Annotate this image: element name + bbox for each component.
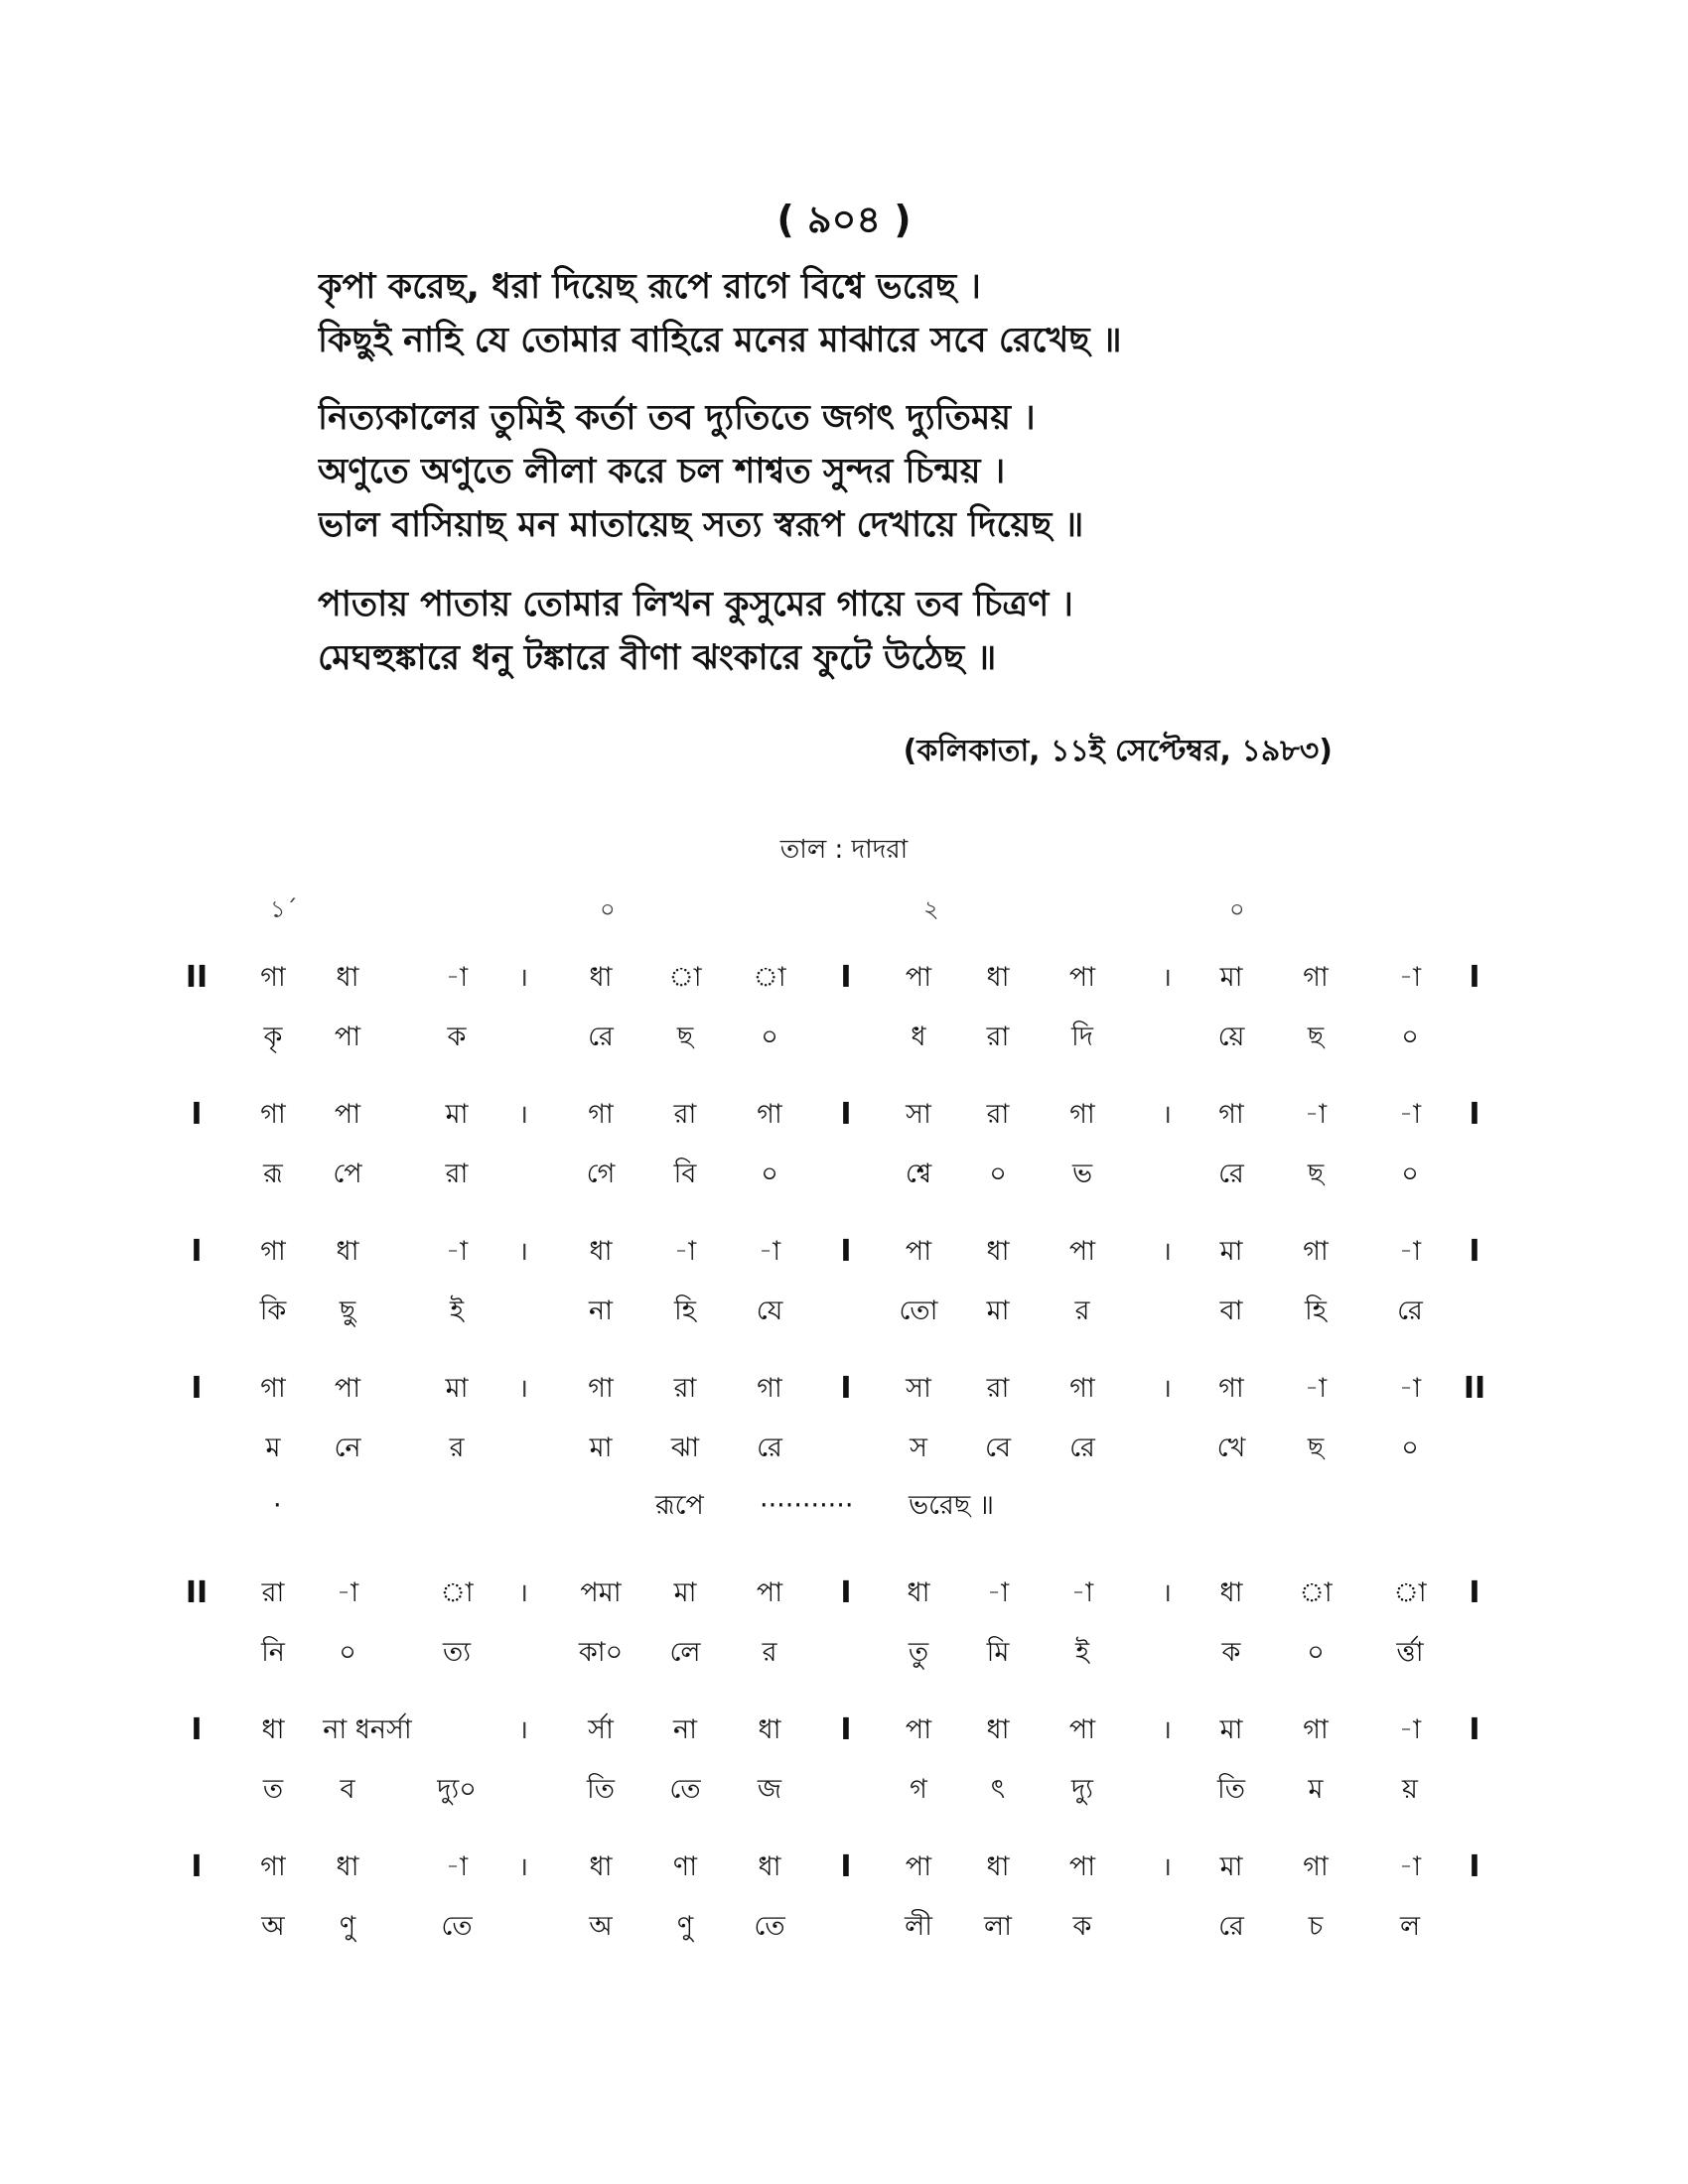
- syllable-cell: তে: [441, 1911, 473, 1942]
- repeat-cue-row: [0, 1478, 1688, 1534]
- bar-line: ।: [518, 963, 528, 993]
- bar-line: ।: [1162, 1374, 1172, 1404]
- syllable-cell: ০: [761, 1022, 778, 1052]
- repeat-cue-end: ভরেছ ॥: [909, 1490, 995, 1521]
- syllable-cell: মি: [986, 1637, 1010, 1668]
- notes-row: [0, 948, 1688, 1008]
- syllable-row: [0, 1897, 1688, 1957]
- syllable-cell: ০: [1307, 1637, 1325, 1668]
- syllable-cell: তো: [899, 1296, 938, 1326]
- note-cell: মা: [445, 1373, 469, 1404]
- bar-line: I: [1469, 1712, 1480, 1747]
- bar-line: I: [191, 1234, 203, 1269]
- syllable-cell: ম: [1308, 1774, 1324, 1805]
- note-cell: -া: [1070, 1577, 1094, 1608]
- note-cell: -া: [758, 1236, 781, 1267]
- syllable-cell: ভ: [1071, 1159, 1093, 1189]
- syllable-cell: রে: [1069, 1433, 1095, 1463]
- syllable-cell: পে: [333, 1159, 362, 1189]
- syllable-cell: ক: [1072, 1911, 1092, 1942]
- repeat-cue-dots: ···········: [760, 1490, 854, 1521]
- note-cell: গা: [757, 1099, 782, 1130]
- syllable-cell: খে: [1216, 1433, 1246, 1463]
- notation-block: [0, 1564, 1688, 1683]
- notation-block: [0, 1701, 1688, 1820]
- bar-line: I: [840, 1575, 852, 1610]
- syllable-cell: শ্বে: [905, 1159, 932, 1189]
- bar-line: I: [840, 1234, 852, 1269]
- syllable-cell: তু: [908, 1637, 929, 1668]
- dateline: (কলিকাতা, ১১ই সেপ্টেম্বর, ১৯৮৩): [903, 734, 1333, 768]
- note-cell: পা: [1068, 1714, 1096, 1745]
- note-cell: -া: [986, 1577, 1010, 1608]
- taal-label: তাল : দাদরা: [779, 835, 909, 865]
- lyric-line: কৃপা করেছ, ধরা দিয়েছ রূপে রাগে বিশ্বে ভরেছ ।: [318, 267, 981, 307]
- note-cell: রা: [673, 1373, 697, 1404]
- syllable-cell: ছু: [339, 1296, 356, 1326]
- syllable-cell: অ: [589, 1911, 613, 1942]
- syllable-cell: ত্য: [442, 1637, 472, 1668]
- bar-line: ।: [518, 1852, 528, 1882]
- syllable-cell: গে: [586, 1159, 616, 1189]
- syllable-row: [0, 1008, 1688, 1067]
- syllable-cell: রে: [1397, 1296, 1423, 1326]
- syllable-cell: যে: [756, 1296, 783, 1326]
- syllable-cell: রা: [986, 1022, 1010, 1052]
- bar-line: ।: [518, 1237, 528, 1267]
- note-cell: পা: [756, 1577, 783, 1608]
- syllable-cell: ত: [262, 1774, 284, 1805]
- syllable-cell: অ: [261, 1911, 285, 1942]
- note-cell: গা: [260, 1851, 286, 1882]
- note-cell: গা: [1303, 962, 1329, 993]
- syllable-cell: রে: [757, 1433, 782, 1463]
- lyric-line: মেঘহুঙ্কারে ধনু টঙ্কারে বীণা ঝংকারে ফুটে উঠেছ ॥: [318, 638, 997, 678]
- note-cell: ধা: [589, 962, 613, 993]
- note-cell: া: [668, 962, 702, 993]
- syllable-cell: ০: [761, 1159, 778, 1189]
- syllable-cell: দ্যু০: [437, 1774, 477, 1805]
- notes-row: [0, 1359, 1688, 1419]
- repeat-cue-start: রূপে: [655, 1490, 704, 1521]
- bar-line: I: [840, 1712, 852, 1747]
- syllable-cell: ০: [1401, 1433, 1419, 1463]
- syllable-cell: বে: [985, 1433, 1011, 1463]
- syllable-cell: তে: [669, 1774, 701, 1805]
- bar-line: ।: [518, 1715, 528, 1745]
- syllable-cell: লে: [669, 1637, 701, 1668]
- note-cell: ধা: [336, 1236, 359, 1267]
- note-cell: গা: [1069, 1373, 1095, 1404]
- note-cell: -া: [1304, 1373, 1328, 1404]
- note-cell: না ধনর্সা: [323, 1714, 412, 1745]
- syllable-cell: ছ: [1307, 1159, 1325, 1189]
- note-cell: -া: [1398, 1373, 1422, 1404]
- syllable-cell: তি: [1217, 1774, 1245, 1805]
- note-cell: মা: [1219, 1714, 1243, 1745]
- syllable-cell: ০: [339, 1637, 356, 1668]
- syllable-row: [0, 1760, 1688, 1820]
- note-cell: ধা: [336, 962, 359, 993]
- note-cell: ধা: [907, 1577, 930, 1608]
- syllable-cell: ক: [447, 1022, 467, 1052]
- note-cell: গা: [1218, 1373, 1244, 1404]
- note-cell: গা: [588, 1099, 614, 1130]
- note-cell: া: [440, 1577, 474, 1608]
- syllable-cell: রা: [445, 1159, 469, 1189]
- note-cell: ধা: [986, 962, 1010, 993]
- note-cell: পা: [1068, 1236, 1096, 1267]
- syllable-cell: ক: [1221, 1637, 1241, 1668]
- bar-line: I: [840, 1371, 852, 1406]
- note-cell: গা: [1303, 1236, 1329, 1267]
- note-cell: ধা: [589, 1236, 613, 1267]
- note-cell: গা: [757, 1373, 782, 1404]
- syllable-row: [0, 1282, 1688, 1341]
- note-cell: া: [753, 962, 786, 993]
- beat-mark: ২: [923, 895, 939, 923]
- syllable-cell: র: [449, 1433, 465, 1463]
- syllable-cell: বা: [1219, 1296, 1243, 1326]
- notation-block: [0, 1838, 1688, 1957]
- lyrics-stanza-2: [318, 391, 1410, 552]
- bar-line: ।: [518, 1100, 528, 1130]
- notes-row: [0, 1085, 1688, 1145]
- syllable-row: [0, 1145, 1688, 1204]
- note-cell: রা: [673, 1099, 697, 1130]
- syllable-cell: চ: [1308, 1911, 1324, 1942]
- syllable-cell: কা০: [578, 1637, 624, 1668]
- notation-block: [0, 1222, 1688, 1341]
- note-cell: -া: [445, 1851, 469, 1882]
- note-cell: মা: [445, 1099, 469, 1130]
- syllable-cell: নে: [334, 1433, 361, 1463]
- notation-block: [0, 1085, 1688, 1204]
- note-cell: রা: [261, 1577, 285, 1608]
- note-cell: -া: [1398, 1099, 1422, 1130]
- syllable-cell: লী: [905, 1911, 932, 1942]
- syllable-cell: হি: [674, 1296, 696, 1326]
- bar-line: ।: [1162, 1237, 1172, 1267]
- bar-line: ।: [518, 1578, 528, 1608]
- bar-line: I: [1469, 1234, 1480, 1269]
- beat-mark: ০: [600, 895, 616, 923]
- beat-marks: [0, 891, 1688, 931]
- note-cell: গা: [588, 1373, 614, 1404]
- note-cell: ধা: [986, 1236, 1010, 1267]
- syllable-cell: য়: [1402, 1774, 1418, 1805]
- note-cell: মা: [1219, 1236, 1243, 1267]
- bar-line: I: [1469, 1849, 1480, 1884]
- syllable-cell: জ: [757, 1774, 782, 1805]
- bar-line: II: [185, 960, 209, 995]
- beat-mark: ১´: [270, 895, 298, 923]
- note-cell: ধা: [336, 1851, 359, 1882]
- note-cell: পা: [334, 1373, 361, 1404]
- syllable-cell: কি: [259, 1296, 287, 1326]
- bar-line: I: [1469, 960, 1480, 995]
- note-cell: ধা: [986, 1851, 1010, 1882]
- bar-line: I: [840, 960, 852, 995]
- syllable-cell: ০: [1401, 1159, 1419, 1189]
- note-cell: গা: [1218, 1099, 1244, 1130]
- notes-row: [0, 1838, 1688, 1897]
- syllable-cell: ঝা: [670, 1433, 700, 1463]
- syllable-cell: ০: [1401, 1022, 1419, 1052]
- syllable-cell: ণু: [676, 1911, 694, 1942]
- note-cell: পা: [905, 962, 932, 993]
- syllable-cell: ধ: [911, 1022, 926, 1052]
- notes-row: [0, 1701, 1688, 1760]
- note-cell: গা: [1303, 1714, 1329, 1745]
- syllable-cell: ০: [989, 1159, 1007, 1189]
- syllable-cell: হি: [1305, 1296, 1327, 1326]
- syllable-cell: ব: [340, 1774, 355, 1805]
- note-cell: ধা: [758, 1714, 781, 1745]
- note-cell: া: [1299, 1577, 1333, 1608]
- note-cell: ণা: [672, 1851, 698, 1882]
- lyric-line: অণুতে অণুতে লীলা করে চল শাশ্বত সুন্দর চিন্ময় ।: [318, 452, 1006, 491]
- syllable-cell: দি: [1071, 1022, 1093, 1052]
- syllable-cell: না: [589, 1296, 613, 1326]
- note-cell: গা: [260, 1373, 286, 1404]
- syllable-cell: রূ: [263, 1159, 283, 1189]
- syllable-cell: দ্যু: [1070, 1774, 1093, 1805]
- note-cell: গা: [260, 1236, 286, 1267]
- page-number: ( ৯০৪ ): [776, 198, 912, 241]
- note-cell: -া: [1398, 1851, 1422, 1882]
- bar-line: I: [191, 1371, 203, 1406]
- note-cell: র্সা: [588, 1714, 614, 1745]
- lyrics-stanza-3: [318, 578, 1410, 685]
- note-cell: -া: [445, 962, 469, 993]
- note-cell: -া: [673, 1236, 697, 1267]
- note-cell: পা: [905, 1236, 932, 1267]
- note-cell: -া: [445, 1236, 469, 1267]
- note-cell: -া: [1398, 1236, 1422, 1267]
- lyric-line: নিত্যকালের তুমিই কর্তা তব দ্যুতিতে জগৎ দ্যুতিময় ।: [318, 398, 1036, 438]
- note-cell: ধা: [261, 1714, 285, 1745]
- bar-line: II: [1463, 1371, 1486, 1406]
- notes-row: [0, 1564, 1688, 1623]
- note-cell: রা: [986, 1099, 1010, 1130]
- syllable-row: [0, 1419, 1688, 1478]
- note-cell: ধা: [589, 1851, 613, 1882]
- syllable-cell: ছ: [1307, 1433, 1325, 1463]
- note-cell: মা: [673, 1577, 697, 1608]
- syllable-cell: কৃ: [263, 1022, 283, 1052]
- note-cell: মা: [1219, 962, 1243, 993]
- syllable-cell: রে: [588, 1022, 614, 1052]
- bar-line: I: [191, 1097, 203, 1132]
- bar-line: ।: [1162, 963, 1172, 993]
- note-cell: পমা: [580, 1577, 622, 1608]
- syllable-cell: নি: [261, 1637, 285, 1668]
- note-cell: া: [1393, 1577, 1427, 1608]
- note-cell: ধা: [986, 1714, 1010, 1745]
- note-cell: সা: [906, 1373, 931, 1404]
- syllable-cell: ই: [449, 1296, 465, 1326]
- syllable-cell: স: [910, 1433, 927, 1463]
- note-cell: ধা: [1219, 1577, 1243, 1608]
- lyric-line: ভাল বাসিয়াছ মন মাতায়েছ সত্য স্বরূপ দেখায়ে দিয়েছ ॥: [318, 505, 1084, 545]
- note-cell: গা: [1303, 1851, 1329, 1882]
- syllable-cell: র্ত্তা: [1396, 1637, 1424, 1668]
- syllable-cell: র: [762, 1637, 777, 1668]
- notation-block: [0, 1359, 1688, 1534]
- syllable-cell: ম: [265, 1433, 281, 1463]
- note-cell: গা: [260, 1099, 286, 1130]
- syllable-cell: লা: [984, 1911, 1012, 1942]
- beat-mark: ০: [1229, 895, 1245, 923]
- bar-line: ।: [1162, 1715, 1172, 1745]
- note-cell: মা: [1219, 1851, 1243, 1882]
- note-cell: পা: [905, 1851, 932, 1882]
- syllable-cell: ল: [1399, 1911, 1421, 1942]
- bar-line: ।: [1162, 1578, 1172, 1608]
- bar-line: I: [840, 1849, 852, 1884]
- syllable-cell: রে: [1218, 1911, 1244, 1942]
- syllable-cell: ছ: [1307, 1022, 1325, 1052]
- syllable-cell: ৎ: [990, 1774, 1006, 1805]
- bar-line: ।: [1162, 1852, 1172, 1882]
- syllable-cell: গ: [910, 1774, 927, 1805]
- syllable-cell: র: [1074, 1296, 1090, 1326]
- bar-line: I: [191, 1712, 203, 1747]
- bar-line: II: [185, 1575, 209, 1610]
- note-cell: পা: [1068, 1851, 1096, 1882]
- note-cell: -া: [1304, 1099, 1328, 1130]
- note-cell: গা: [1069, 1099, 1095, 1130]
- syllable-cell: তে: [754, 1911, 785, 1942]
- swaralipi-notation: [0, 948, 1688, 1957]
- syllable-cell: মা: [986, 1296, 1010, 1326]
- lyric-line: পাতায় পাতায় তোমার লিখন কুসুমের গায়ে তব চিত্রণ ।: [318, 585, 1073, 624]
- syllable-cell: বি: [673, 1159, 697, 1189]
- bar-line: I: [191, 1849, 203, 1884]
- note-cell: পা: [905, 1714, 932, 1745]
- note-cell: -া: [1398, 962, 1422, 993]
- lyric-line: কিছুই নাহি যে তোমার বাহিরে মনের মাঝারে সবে রেখেছ ॥: [318, 321, 1122, 360]
- bar-line: I: [840, 1097, 852, 1132]
- bar-line: I: [1469, 1575, 1480, 1610]
- notation-block: [0, 948, 1688, 1067]
- note-cell: ধা: [758, 1851, 781, 1882]
- bar-line: ।: [1162, 1100, 1172, 1130]
- syllable-cell: রে: [1218, 1159, 1244, 1189]
- syllable-cell: মা: [589, 1433, 613, 1463]
- note-cell: পা: [334, 1099, 361, 1130]
- bar-line: I: [1469, 1097, 1480, 1132]
- note-cell: সা: [906, 1099, 931, 1130]
- note-cell: পা: [1068, 962, 1096, 993]
- lyrics-stanza-1: [318, 260, 1410, 367]
- note-cell: গা: [260, 962, 286, 993]
- note-cell: -া: [336, 1577, 359, 1608]
- syllable-cell: পা: [334, 1022, 361, 1052]
- note-cell: -া: [1398, 1714, 1422, 1745]
- note-cell: না: [673, 1714, 697, 1745]
- note-cell: রা: [986, 1373, 1010, 1404]
- notes-row: [0, 1222, 1688, 1282]
- syllable-cell: তি: [587, 1774, 615, 1805]
- syllable-cell: ণু: [339, 1911, 356, 1942]
- syllable-cell: ছ: [676, 1022, 694, 1052]
- bar-line: ।: [518, 1374, 528, 1404]
- syllable-cell: য়ে: [1217, 1022, 1245, 1052]
- repeat-cue-dot: ·: [273, 1490, 282, 1521]
- syllable-cell: ই: [1074, 1637, 1090, 1668]
- syllable-row: [0, 1623, 1688, 1683]
